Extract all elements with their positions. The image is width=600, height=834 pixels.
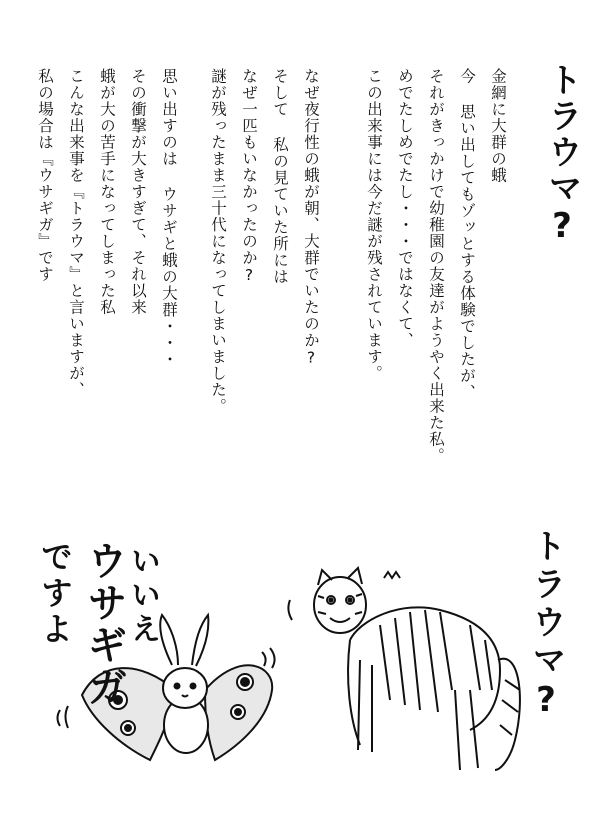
story-line-6: なぜ夜行性の蛾が朝、大群でいたのか? xyxy=(302,68,320,368)
tiger-illustration xyxy=(288,568,520,770)
story-line-5: この出来事には今だ謎が残されています。 xyxy=(365,68,383,382)
story-line-12: 蛾が大の苦手になってしまった私 xyxy=(98,68,116,316)
story-line-13: こんな出来事を『トラウマ』と言いますが、 xyxy=(67,68,85,398)
story-line-1: 金網に大群の蛾 xyxy=(489,68,507,184)
story-line-11: その衝撃が大きすぎて、それ以来 xyxy=(129,68,147,316)
story-line-8: なぜ一匹もいなかったのか? xyxy=(240,68,258,285)
story-line-4: めでたしめでたし・・・ではなくて、 xyxy=(396,68,414,349)
story-line-10: 思い出すのは ウサギと蛾の大群・・・ xyxy=(160,68,178,368)
tiger-caption: トラウマ? xyxy=(526,528,566,724)
reply-line-3: ですよ xyxy=(36,540,74,648)
page-title: トラウマ? xyxy=(542,62,582,248)
story-line-7: そして 私の見ていた所には xyxy=(271,68,289,285)
story-line-3: それがきっかけで幼稚園の友達がようやく出来た私。 xyxy=(427,68,445,464)
story-line-9: 謎が残ったまま三十代になってしまいました。 xyxy=(209,68,227,415)
reply-line-2: ウサギガ xyxy=(81,540,127,708)
story-line-14: 私の場合は『ウサギガ』です xyxy=(36,68,54,283)
reply-line-1: いいえ xyxy=(125,545,160,647)
story-line-2: 今 思い出してもゾッとする体験でしたが、 xyxy=(458,68,476,401)
